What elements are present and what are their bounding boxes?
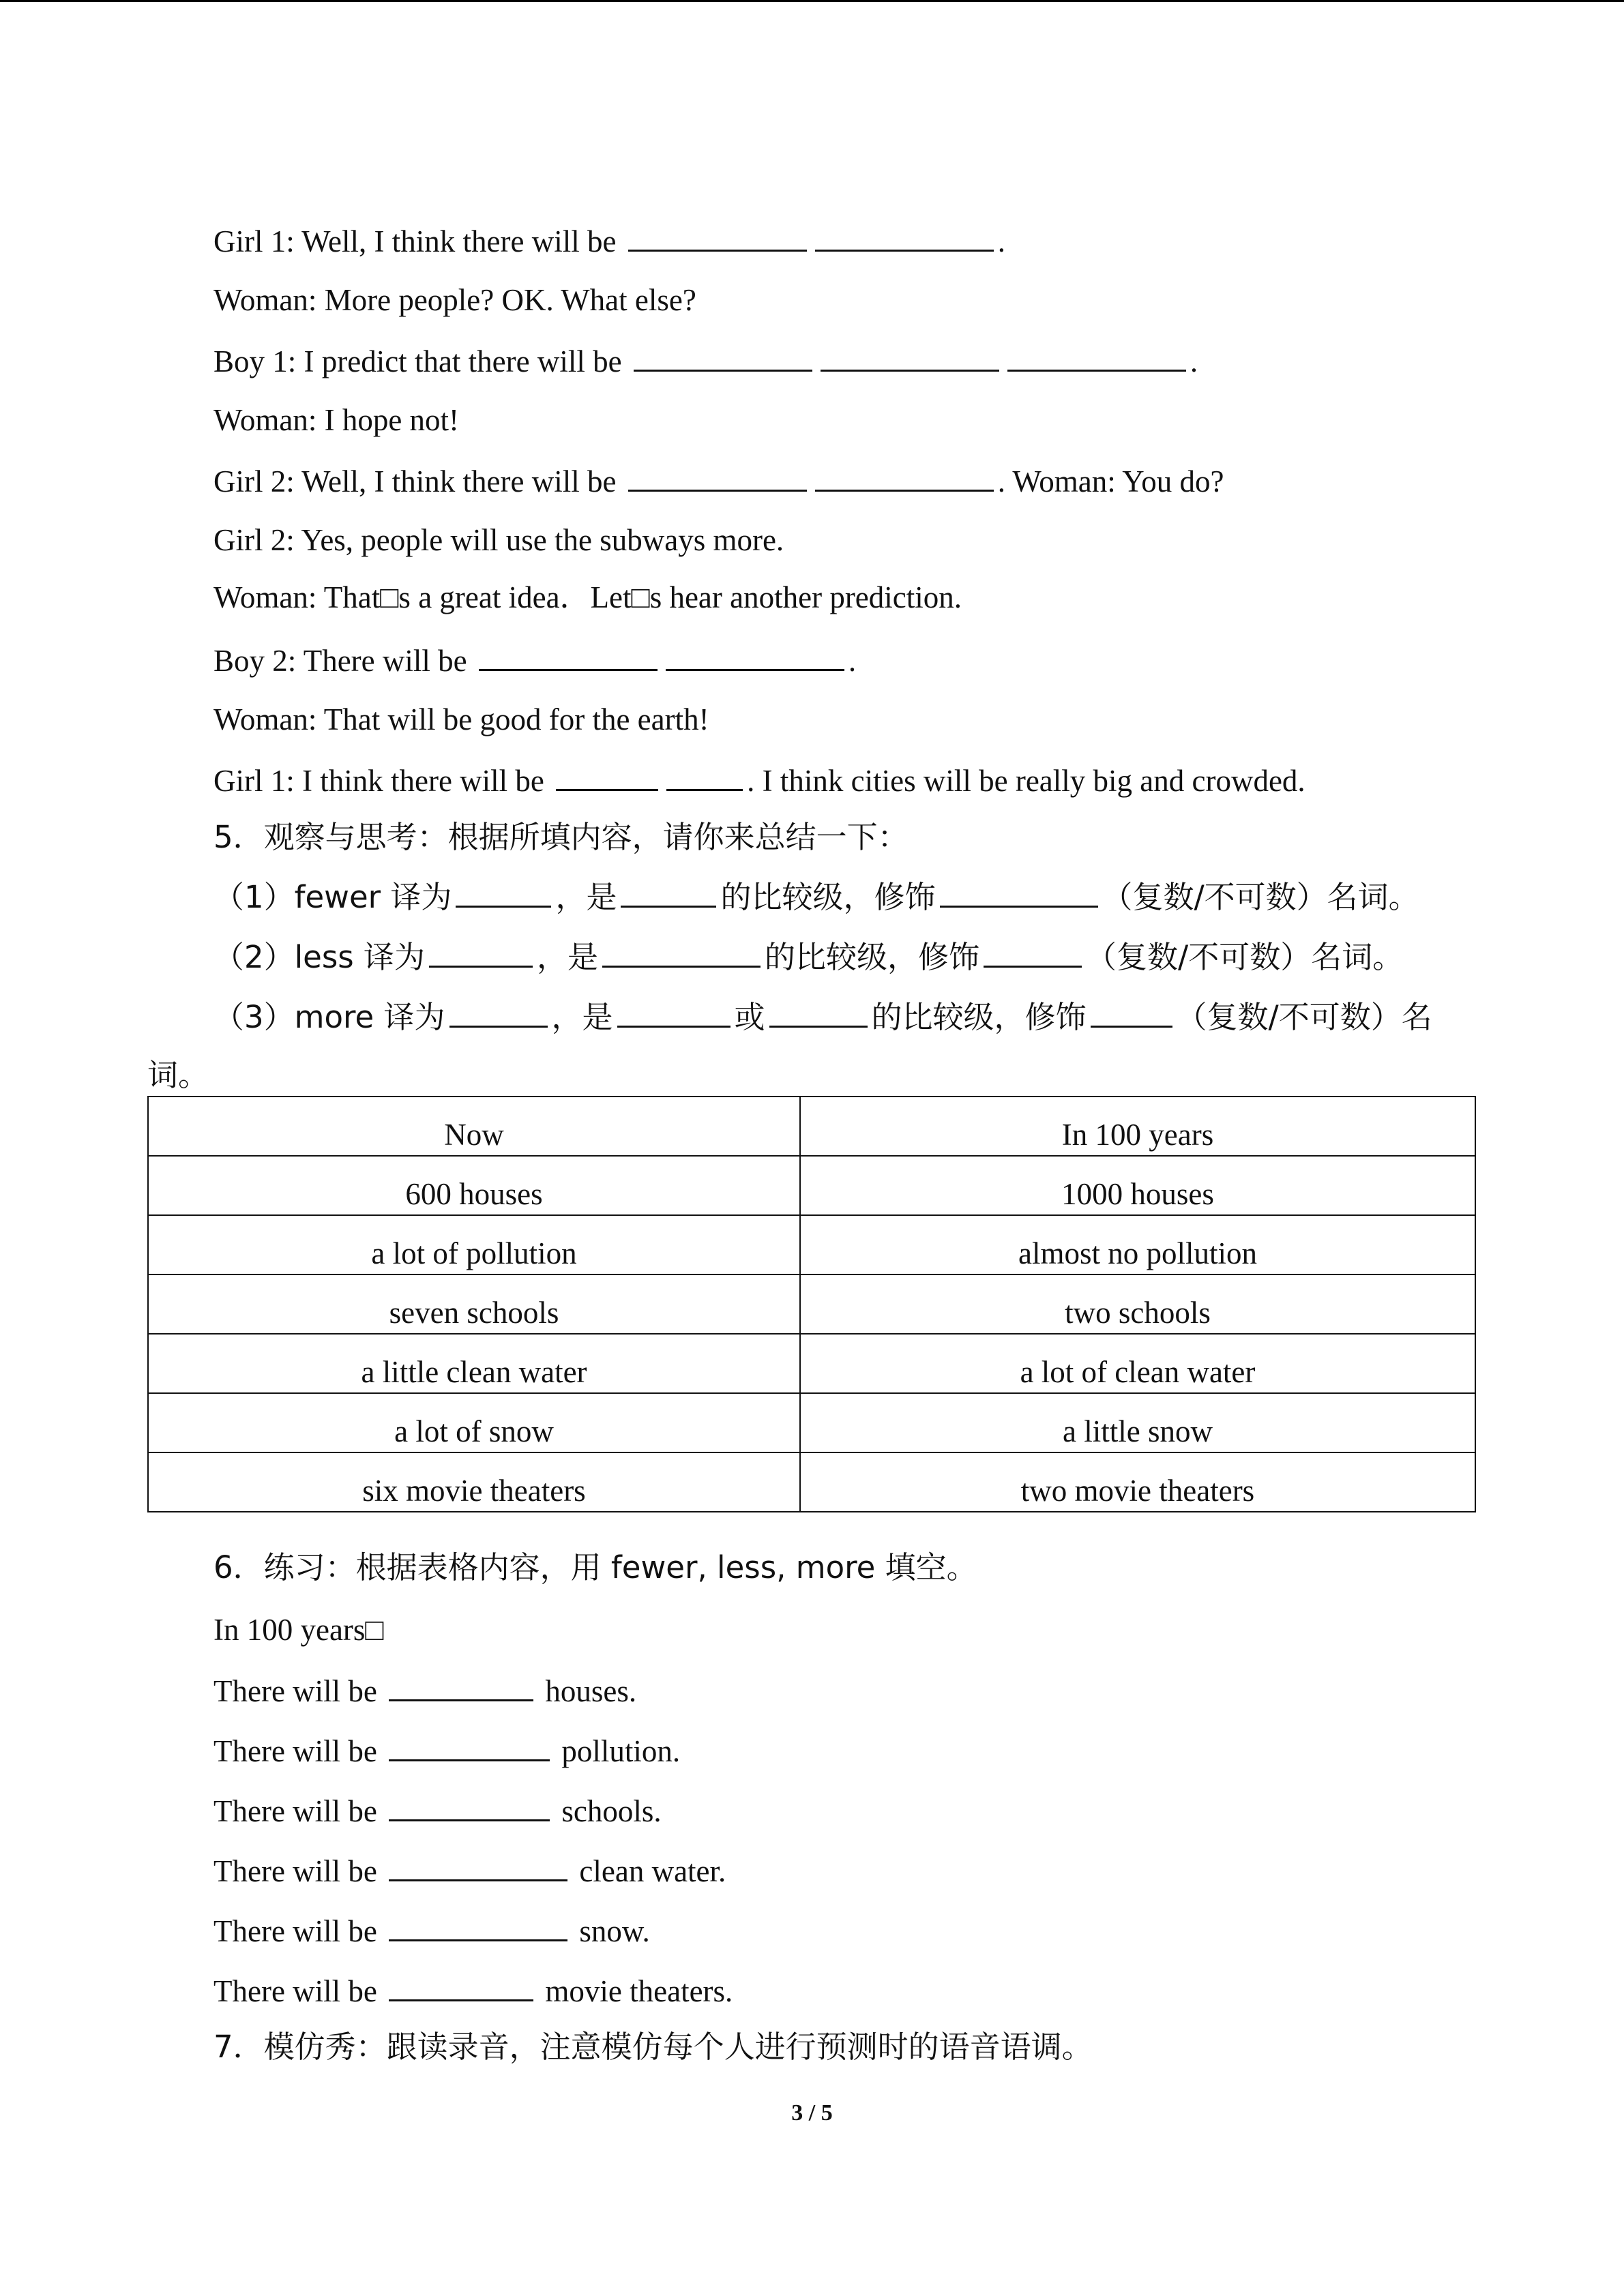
table-cell: 600 houses: [148, 1156, 800, 1215]
item-text: 或: [734, 999, 765, 1035]
answer-blank[interactable]: [666, 639, 844, 671]
dialogue-text: Woman: That□s a great idea．Let□s hear another prediction.: [213, 580, 962, 614]
item-text: 的比较级，修饰: [720, 879, 936, 915]
exercise-suffix: pollution.: [561, 1734, 681, 1768]
exercise-line-6: [213, 1969, 733, 2010]
page-number: 3 / 5: [791, 2100, 833, 2126]
answer-blank[interactable]: [389, 1909, 567, 1941]
dialogue-line-6: [213, 520, 784, 561]
table-header-row: [148, 1097, 1475, 1156]
answer-blank[interactable]: [389, 1729, 550, 1761]
answer-blank[interactable]: [456, 876, 551, 908]
answer-blank[interactable]: [479, 639, 658, 671]
answer-blank[interactable]: [389, 1969, 533, 2001]
table-header-future: [800, 1097, 1475, 1156]
item-text: （3）more 译为: [213, 999, 445, 1035]
table-cell: almost no pollution: [800, 1215, 1475, 1274]
exercise-prefix: There will be: [213, 1974, 377, 2008]
item-text: 的比较级，修饰: [871, 999, 1087, 1035]
table-cell: 1000 houses: [800, 1156, 1475, 1215]
section-5-item-1: [213, 876, 1419, 916]
answer-blank[interactable]: [940, 876, 1098, 908]
table-cell: a little snow: [800, 1393, 1475, 1452]
dialogue-text: Girl 2: Yes, people will use the subways more.: [213, 523, 784, 557]
section-5-heading: 5．观察与思考：根据所填内容，请你来总结一下：: [213, 819, 909, 855]
dialogue-text: Boy 1: I predict that there will be: [213, 344, 622, 378]
item-text: （2）less 译为: [213, 939, 426, 975]
answer-blank[interactable]: [556, 759, 658, 791]
answer-blank[interactable]: [1007, 340, 1186, 372]
dialogue-text: Girl 1: I think there will be: [213, 764, 544, 798]
table-cell: a lot of clean water: [800, 1334, 1475, 1393]
dialogue-text: Woman: More people? OK. What else?: [213, 283, 696, 317]
answer-blank[interactable]: [628, 220, 807, 252]
item-text: ，是: [537, 939, 599, 975]
answer-blank[interactable]: [617, 996, 730, 1028]
table-row: [148, 1393, 1475, 1452]
answer-blank[interactable]: [449, 996, 548, 1028]
item-text: （复数/不可数）名词。: [1102, 879, 1419, 915]
table-cell: seven schools: [148, 1274, 800, 1334]
dialogue-line-4: [213, 400, 459, 441]
dialogue-text: .: [848, 644, 857, 678]
dialogue-line-7: [213, 577, 962, 618]
item-text: ，是: [555, 879, 617, 915]
comparison-table: [147, 1096, 1476, 1512]
section-7-heading: 7．模仿秀：跟读录音，注意模仿每个人进行预测时的语音语调。: [213, 2029, 1093, 2065]
section-5-item-3: [213, 996, 1432, 1037]
answer-blank[interactable]: [389, 1669, 533, 1701]
table-row: [148, 1334, 1475, 1393]
answer-blank[interactable]: [429, 936, 533, 968]
exercise-prefix: There will be: [213, 1674, 377, 1708]
answer-blank[interactable]: [984, 936, 1082, 968]
exercise-suffix: snow.: [579, 1914, 650, 1948]
table-row: [148, 1452, 1475, 1512]
item-text: ，是: [551, 999, 613, 1035]
exercise-line-3: [213, 1789, 662, 1830]
dialogue-text: Boy 2: There will be: [213, 644, 467, 678]
answer-blank[interactable]: [389, 1789, 550, 1821]
exercise-suffix: clean water.: [579, 1854, 726, 1888]
item-text: （复数/不可数）名: [1176, 999, 1432, 1035]
exercise-suffix: houses.: [545, 1674, 637, 1708]
dialogue-text: . I think cities will be really big and crowded.: [747, 764, 1305, 798]
answer-blank[interactable]: [628, 460, 807, 492]
answer-blank[interactable]: [821, 340, 999, 372]
table-cell: two schools: [800, 1274, 1475, 1334]
section-5-item-2: [213, 936, 1403, 976]
section-5-item-3-wrap: 词。: [147, 1057, 209, 1093]
exercise-prefix: There will be: [213, 1854, 377, 1888]
answer-blank[interactable]: [634, 340, 812, 372]
exercise-line-4: [213, 1849, 726, 1890]
answer-blank[interactable]: [602, 936, 761, 968]
table-row: [148, 1274, 1475, 1334]
exercise-line-1: [213, 1669, 636, 1710]
answer-blank[interactable]: [389, 1849, 567, 1881]
dialogue-line-8: [213, 639, 856, 680]
exercise-prefix: There will be: [213, 1914, 377, 1948]
answer-blank[interactable]: [769, 996, 868, 1028]
section-6-intro: In 100 years□: [213, 1613, 384, 1647]
dialogue-text: Woman: That will be good for the earth!: [213, 702, 709, 736]
item-text: （复数/不可数）名词。: [1086, 939, 1404, 975]
table-row: [148, 1156, 1475, 1215]
answer-blank[interactable]: [815, 460, 994, 492]
dialogue-line-5: [213, 460, 1224, 501]
table-row: [148, 1215, 1475, 1274]
exercise-line-2: [213, 1729, 680, 1770]
dialogue-text: . Woman: You do?: [997, 464, 1224, 498]
answer-blank[interactable]: [815, 220, 994, 252]
section-6-heading: 6．练习：根据表格内容，用 fewer, less, more 填空。: [213, 1549, 977, 1585]
dialogue-line-10: [213, 759, 1305, 800]
dialogue-text: Girl 2: Well, I think there will be: [213, 464, 617, 498]
dialogue-line-1: [213, 220, 1005, 260]
table-cell: a lot of snow: [148, 1393, 800, 1452]
dialogue-line-3: [213, 340, 1198, 381]
exercise-suffix: movie theaters.: [545, 1974, 733, 2008]
header-label: In 100 years: [1061, 1118, 1214, 1152]
item-text: （1）fewer 译为: [213, 879, 452, 915]
table-header-now: [148, 1097, 800, 1156]
table-cell: six movie theaters: [148, 1452, 800, 1512]
dialogue-line-2: [213, 280, 696, 320]
header-label: Now: [444, 1118, 504, 1152]
exercise-prefix: There will be: [213, 1794, 377, 1828]
table-cell: two movie theaters: [800, 1452, 1475, 1512]
page-top-border: [0, 0, 1624, 2]
table-cell: a lot of pollution: [148, 1215, 800, 1274]
dialogue-text: Girl 1: Well, I think there will be: [213, 224, 617, 258]
exercise-prefix: There will be: [213, 1734, 377, 1768]
item-text: 的比较级，修饰: [765, 939, 980, 975]
dialogue-text: .: [1190, 344, 1198, 378]
exercise-suffix: schools.: [561, 1794, 662, 1828]
exercise-line-5: [213, 1909, 650, 1950]
answer-blank[interactable]: [666, 759, 743, 791]
dialogue-text: .: [997, 224, 1005, 258]
answer-blank[interactable]: [621, 876, 716, 908]
dialogue-text: Woman: I hope not!: [213, 403, 460, 437]
dialogue-line-9: [213, 699, 709, 740]
answer-blank[interactable]: [1091, 996, 1172, 1028]
table-cell: a little clean water: [148, 1334, 800, 1393]
